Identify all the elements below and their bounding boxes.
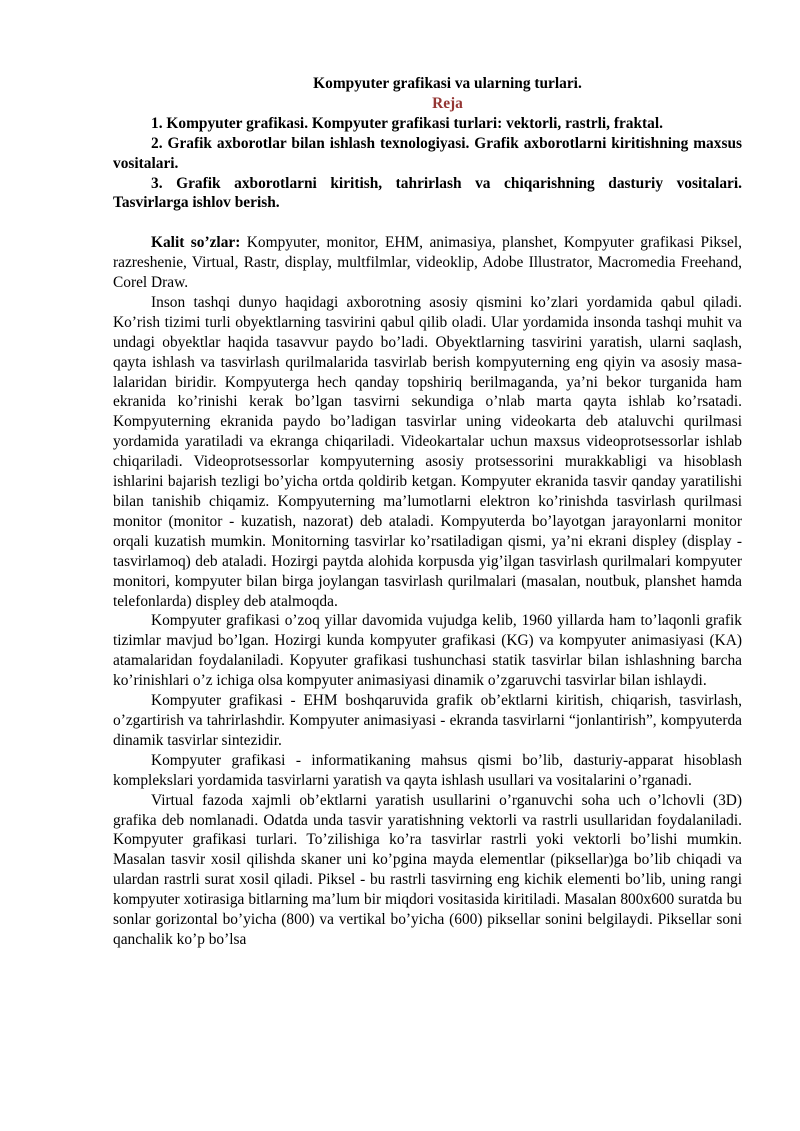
plan-item-number: 3. [151, 174, 163, 192]
body-paragraph: Inson tashqi dunyo haqidagi axborotning asosiy qismini ko’zlari yordamida qabul qiladi. Ko’rish tizimi turli obyektlarning tasvirini qabul qilib oladi. Ular yordamida insonda tashqi muhit va undagi obyektlar haqida tasavvur paydo bo’ladi. Obyektlarning tasvirini yaratish, ularni saqlash, qayta ishlash va tasvirlash qurilmalarida tasvirlab berish kompyuterning eng qiyin va asosiy masa- lalaridan biridir. Kompyuterga hech qanday topshiriq berilmaganda, ya’ni bekor turganida ham ekranida ko’rinishi kerak bo’lgan tasvirni sekundiga o’nlab marta qayta ishlab ko’rsatadi. Kompyuterning ekranida paydo bo’ladigan tasvirlar uning videokarta deb ataluvchi qurilmasi yordamida yaratiladi va ekranga chiqariladi. Videokartalar uchun maxsus videoprotsessorlar ishlab chiqariladi. Videoprotsessorlar kompyuterning asosiy protsessorini murakkabligi va hisoblash ishlarini bajarish tezligi bo’yicha ortda qoldirib ketgan. Kompyuter ekranida tasvir qanday yaratilishi bilan tanishib chiqamiz. Kompyuterning ma’lumotlarni elektron ko’rinishda tasvirlash qurilmasi monitor (monitor - kuzatish, nazorat) deb ataladi. Kompyuterda bo’layotgan jarayonlarni monitor orqali kuzatish mumkin. Monitorning tasvirlar ko’rsatiladigan qismi, ya’ni ekrani displey (display - tasvirlamoq) deb ataladi. Hozirgi paytda alohida korpusda yig’ilgan tasvirlash qurilmalari kompyuter monitori, kompyuter bilan birga joylangan tasvirlash qurilmalari (masalan, noutbuk, planshet hamda telefonlarda) displey deb atalmoqda. [113, 293, 742, 610]
plan-item-text: Grafik axborotlarni kiritish, tahrirlash va chiqarishning dasturiy vositalari. Tasvirlarga ishlov berish. [113, 174, 742, 212]
keywords-text: Kompyuter, monitor, EHM, animasiya, planshet, Kompyuter grafikasi Piksel, razreshenie, Virtual, Rastr, display, multfilmlar, videoklip, Adobe Illustrator, Macromedia Freehand, Corel Draw. [113, 234, 742, 292]
body-paragraph: Virtual fazoda xajmli ob’ektlarni yaratish usullarini o’rganuvchi soha uch o’lchovli (3D) grafika deb nomlanadi. Odatda unda tasvir yaratishning vektorli va rastrli usullaridan foydalaniladi. Kompyuter grafikasi turlari. To’zilishiga ko’ra tasvirlar rastrli yoki vektorli bo’lishi mumkin. Masalan tasvir xosil qilishda skaner uni ko’pgina mayda elementlar (piksellar)ga bo’lib chiqadi va ulardan rastrli surat xosil qiladi. Piksel - bu rastrli tasvirning eng kichik elementi bo’lib, uning rangi kompyuter xotirasiga bitlarning ma’lum bir miqdori vositasida kiritiladi. Masalan 800x600 suratda bu sonlar gorizontal bo’yicha (800) va vertikal bo’yicha (600) piksellar sonini belgilaydi. Piksellar soni qanchalik ko’p bo’lsa [113, 791, 742, 948]
plan-item-number: 1. [151, 114, 163, 132]
body-paragraph: Kompyuter grafikasi - EHM boshqaruvida grafik ob’ektlarni kiritish, chiqarish, tasvirlash, o’zgartirish va tahrirlashdir. Kompyuter animasiyasi - ekranda tasvirlarni “jonlantirish”, kompyuterda dinamik tasvirlar sintezidir. [113, 692, 742, 749]
keywords-paragraph [113, 233, 742, 293]
body-paragraph: Kompyuter grafikasi o’zoq yillar davomida vujudga kelib, 1960 yillarda ham to’laqonli grafik tizimlar mavjud bo’lgan. Hozirgi kunda kompyuter grafikasi (KG) va kompyuter animasiyasi (KA) atamalaridan foydalaniladi. Kopyuter grafikasi tushunchasi statik tasvirlar bilan ishlashning barcha ko’rinishlari o’z ichiga olsa kompyuter animasiyasi dinamik o’zgaruvchi tasvirlar bilan ishlaydi. [113, 612, 742, 690]
plan-item [113, 134, 742, 174]
keywords-label: Kalit so’zlar: [151, 234, 241, 252]
plan-item-text: Grafik axborotlar bilan ishlash texnologiyasi. Grafik axborotlarni kiritishning maxsus vositalari. [113, 134, 742, 172]
document-title: Kompyuter grafikasi va ularning turlari. [313, 75, 582, 92]
plan-item [113, 114, 742, 134]
plan-item-number: 2. [151, 134, 163, 152]
body-paragraph: Kompyuter grafikasi - informatikaning mahsus qismi bo’lib, dasturiy-apparat hisoblash komplekslari yordamida tasvirlarni yaratish va qayta ishlash usullari va vositalarini o’rganadi. [113, 751, 742, 789]
blank-line [113, 213, 742, 233]
document-page [113, 74, 742, 950]
document-subtitle: Reja [432, 94, 463, 112]
plan-item-text: Kompyuter grafikasi. Kompyuter grafikasi turlari: vektorli, rastrli, fraktal. [166, 114, 663, 132]
plan-item [113, 174, 742, 214]
